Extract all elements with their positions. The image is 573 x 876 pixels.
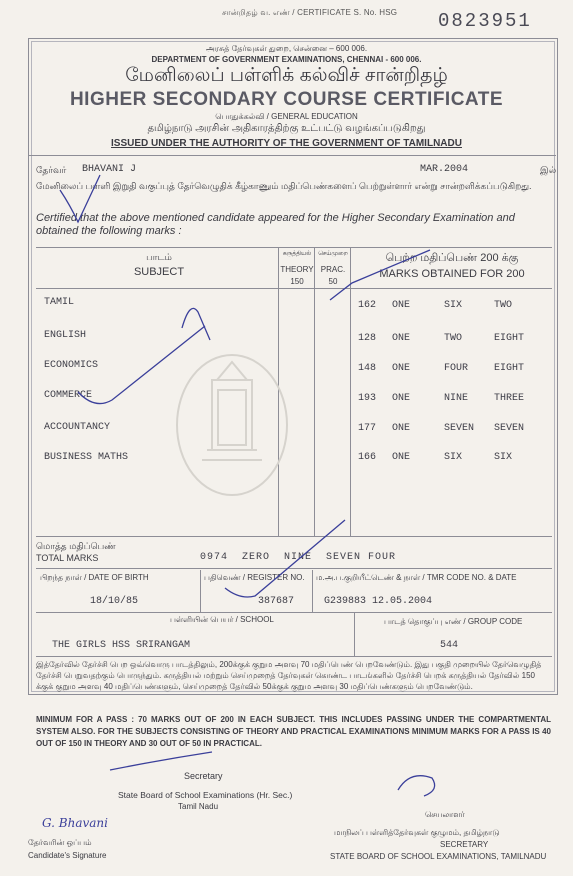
address-english: DEPARTMENT OF GOVERNMENT EXAMINATIONS, CHENNAI - 600 006. — [151, 55, 422, 64]
marks-header: MARKS OBTAINED FOR 200 — [379, 268, 525, 280]
marks-words-tens: FOUR — [444, 363, 469, 374]
subject-marks: 177 — [358, 423, 377, 434]
marks-words-tens: TWO — [444, 333, 463, 344]
candidate-signature-label: Candidate's Signature — [28, 851, 107, 860]
candidate-signature: G. Bhavani — [42, 816, 108, 830]
theory-max: 150 — [290, 277, 304, 286]
practical-header: PRAC. — [320, 265, 346, 274]
marks-words-hundreds: ONE — [392, 300, 411, 311]
serial-number: 0823951 — [438, 10, 532, 32]
secretary-english: SECRETARY — [440, 840, 489, 849]
authority-english: ISSUED UNDER THE AUTHORITY OF THE GOVERNMENT OF TAMILNADU — [111, 138, 462, 149]
practical-header-tamil: செய்முறை — [318, 251, 348, 257]
subject-marks: 193 — [358, 393, 377, 404]
group-label: பாடத் தொகுப்பு எண் / GROUP CODE — [384, 617, 523, 626]
pass-rules-tamil: இத்தேர்வில் தேர்ச்சி பெற ஒவ்வொரு பாடத்திலும், 200க்குக் குறும அளவு 70 மதிப்பெண் பெறவேண்டும். இது பகுதி முறையில் தேர்வெழுதித் தேர்ச்சி பெறுவதற்கும் பொருந்தும். கருத்தியல் மற்றும் செய்முறைத் தேர்வுகள் கொண்ட பாடங்களில் தேர்ச்சி பெறக் கருத்தியல் தேர்வில் 150 க்குக் குறும அளவு 40 மதிப்பெண்களும், செய்முறைத் தேர்வில் 50க்குக் குறும அளவு 30 மதிப்பெண்களும் பெறவேண்டும். — [36, 660, 542, 691]
exam-suffix: இல் — [540, 165, 557, 175]
register-number: 387687 — [258, 596, 295, 607]
subject-name: ENGLISH — [44, 330, 87, 341]
tmr-code: G239883 12.05.2004 — [324, 596, 433, 607]
address-tamil: அரசுத் தேர்வுகள் துறை, சென்னை – 600 006. — [205, 44, 368, 53]
marks-words-hundreds: ONE — [392, 333, 411, 344]
board-tamil: மாநிலப் பள்ளித்தேர்வுகள் குழுமம், தமிழ்நாடு — [334, 828, 500, 837]
certificate-no-label: சான்றிதழ் வ. எண் / CERTIFICATE S. No. HSG — [222, 8, 398, 17]
subject-name: ACCOUNTANCY — [44, 422, 111, 433]
candidate-label: தேர்வர் — [36, 165, 67, 175]
school-name: THE GIRLS HSS SRIRANGAM — [52, 640, 191, 651]
secretary-tamil: செயலாளர் — [425, 810, 465, 819]
candidate-signature-label-tamil: தேர்வரின் ஒப்பம் — [28, 838, 92, 847]
exam-session: MAR.2004 — [420, 164, 469, 175]
marks-header-tamil: பெற்ற மதிப்பெண் 200 க்கு — [385, 252, 519, 264]
subject-marks: 148 — [358, 363, 377, 374]
practical-max: 50 — [328, 277, 338, 286]
subject-header: SUBJECT — [133, 266, 185, 278]
candidate-name: BHAVANI J — [82, 164, 137, 175]
marks-words-hundreds: ONE — [392, 423, 411, 434]
state-name: Tamil Nadu — [178, 802, 219, 811]
subject-name: TAMIL — [44, 297, 75, 308]
marks-words-units: THREE — [494, 393, 525, 404]
marks-words-units: EIGHT — [494, 363, 525, 374]
board-english: State Board of School Examinations (Hr. Sec.) — [118, 790, 293, 800]
marks-words-units: EIGHT — [494, 333, 525, 344]
subject-marks: 162 — [358, 300, 377, 311]
marks-words-hundreds: ONE — [392, 363, 411, 374]
subject-name: ECONOMICS — [44, 360, 99, 371]
board-english-caps: STATE BOARD OF SCHOOL EXAMINATIONS, TAMILNADU — [330, 852, 547, 861]
dob-label: பிறந்த நாள் / DATE OF BIRTH — [40, 573, 149, 582]
school-label: பள்ளியின் பெயர் / SCHOOL — [170, 615, 274, 624]
statement-english: Certified that the above mentioned candidate appeared for the Higher Secondary Examination and obtained the following marks : — [36, 212, 515, 237]
group-code: 544 — [440, 640, 459, 651]
marks-words-units: TWO — [494, 300, 513, 311]
marks-words-hundreds: ONE — [392, 393, 411, 404]
marks-words-tens: SIX — [444, 452, 463, 463]
total-marks: 0974 ZERO NINE SEVEN FOUR — [200, 552, 397, 563]
marks-words-units: SEVEN — [494, 423, 525, 434]
total-label: TOTAL MARKS — [36, 553, 99, 563]
statement-tamil: மேனிலைப் பள்ளி இறுதி வகுப்புத் தேர்வெழுதிக் கீழ்காணும் மதிப்பெண்களைப் பெற்றுள்ளார் என்று சான்றளிக்கப்படுகிறது. — [36, 181, 532, 191]
tmr-label: ம.அ.ப.குறியீட்டெண் & நாள் / TMR CODE NO. & DATE — [316, 573, 517, 582]
subject-marks: 128 — [358, 333, 377, 344]
marks-words-hundreds: ONE — [392, 452, 411, 463]
subject-marks: 166 — [358, 452, 377, 463]
marks-words-tens: SIX — [444, 300, 463, 311]
subject-header-tamil: பாடம் — [146, 252, 172, 262]
certificate-title: HIGHER SECONDARY COURSE CERTIFICATE — [69, 89, 504, 110]
date-of-birth: 18/10/85 — [90, 596, 139, 607]
theory-header-tamil: கருத்தியல் — [282, 251, 312, 257]
title-tamil: மேனிலைப் பள்ளிக் கல்விச் சான்றிதழ் — [125, 65, 448, 86]
authority-tamil: தமிழ்நாடு அரசின் அதிகாரத்திற்கு உட்பட்டு வழங்கப்படுகிறது — [147, 123, 426, 134]
subject-name: BUSINESS MATHS — [44, 452, 129, 463]
pass-rules-english: MINIMUM FOR A PASS : 70 MARKS OUT OF 200 IN EACH SUBJECT. THIS INCLUDES PASSING UNDER THE COMPARTMENTAL SYSTEM ALSO. FOR THE SUBJECTS CONSISTING OF THEORY AND PRACTICAL EXAMINATIONS MINIMUM MARKS FOR A PASS IS 40 OUT OF 150 IN THEORY AND 30 OUT OF 50 IN PRACTICAL. — [36, 715, 551, 748]
total-label-tamil: மொத்த மதிப்பெண் — [36, 541, 116, 551]
theory-header: THEORY — [280, 265, 314, 274]
marks-words-tens: NINE — [444, 393, 469, 404]
secretary-title: Secretary — [184, 771, 223, 781]
marks-words-tens: SEVEN — [444, 423, 475, 434]
register-label: பதிவெண் / REGISTER NO. — [204, 573, 305, 582]
general-education: பொதுக்கல்வி / GENERAL EDUCATION — [215, 112, 358, 121]
marks-words-units: SIX — [494, 452, 513, 463]
subject-name: COMMERCE — [44, 390, 93, 401]
